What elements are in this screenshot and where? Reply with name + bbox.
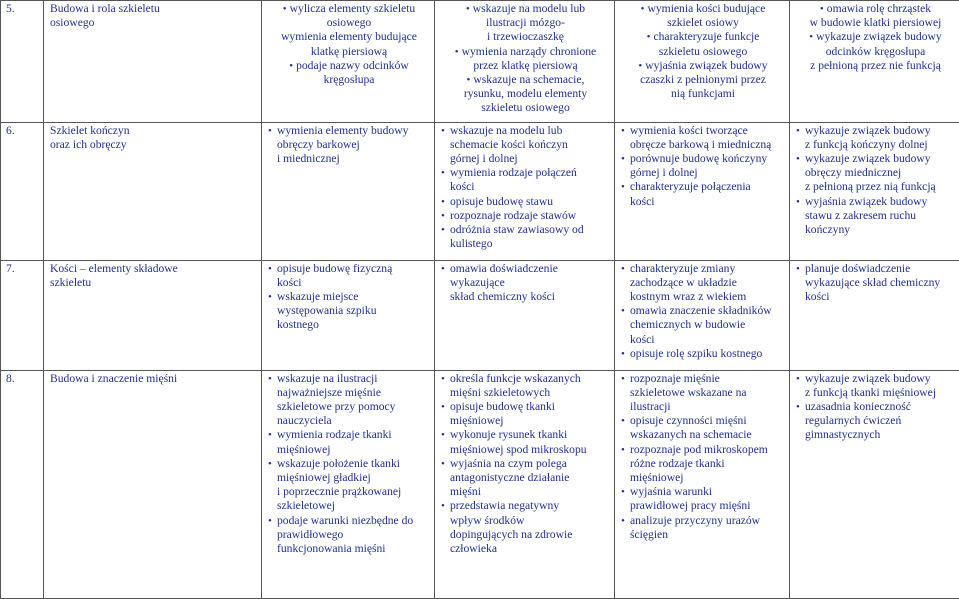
requirement-item: • omawia doświadczenie — [441, 262, 610, 276]
requirement-item-continuation: kości — [268, 276, 430, 290]
requirement-list — [268, 372, 430, 557]
requirement-cell-level-1 — [262, 260, 435, 370]
requirement-item-continuation: mięśniowej gładkiej — [268, 471, 430, 485]
requirement-item-continuation: z pełnioną przez nią funkcją — [796, 180, 955, 194]
requirement-item: • wyjaśnia związek budowy — [621, 59, 785, 73]
requirement-item: • wskazuje na ilustracji — [268, 372, 430, 386]
requirement-item: • opisuje budowę fizyczną — [268, 262, 430, 276]
requirement-cell-level-4 — [790, 260, 959, 370]
requirement-item: • wyjaśnia warunki — [621, 485, 785, 499]
requirement-list — [796, 372, 955, 443]
requirement-item-continuation: wpływ środków — [441, 514, 610, 528]
topic-line: szkieletu — [50, 276, 257, 290]
requirement-item-continuation: nauczyciela — [268, 414, 430, 428]
requirement-item-continuation: mięśniowej — [268, 443, 430, 457]
requirement-item-continuation: prawidłowego — [268, 528, 430, 542]
lesson-number: 6. — [1, 122, 44, 260]
requirement-item: • opisuje budowę tkanki — [441, 400, 610, 414]
requirement-item: • omawia rolę chrząstek — [796, 2, 955, 16]
requirement-item: • rozpoznaje rodzaje stawów — [441, 209, 610, 223]
requirement-item-continuation: górnej i dolnej — [441, 152, 610, 166]
requirement-item-continuation: kulistego — [441, 237, 610, 251]
lesson-number: 5. — [1, 1, 44, 123]
topic-line: Budowa i znaczenie mięśni — [50, 372, 257, 386]
requirement-item: • charakteryzuje zmiany — [621, 262, 785, 276]
requirement-item-continuation: szkieletu osiowego — [621, 45, 785, 59]
lesson-topic — [44, 1, 262, 123]
table-row — [1, 370, 959, 598]
requirement-item-continuation: obręczy barkowej — [268, 138, 430, 152]
requirement-item-continuation: osiowego — [268, 16, 430, 30]
requirement-list — [621, 2, 785, 101]
requirement-item-continuation: szkieletowe wskazane na — [621, 386, 785, 400]
requirement-cell-level-4 — [790, 1, 959, 123]
requirement-item-continuation: ilustracji mózgo- — [441, 16, 610, 30]
requirement-item: • wskazuje położenie tkanki — [268, 457, 430, 471]
requirement-item-continuation: chemicznych w budowie — [621, 318, 785, 332]
requirement-cell-level-4 — [790, 122, 959, 260]
requirement-item-continuation: najważniejsze mięśnie — [268, 386, 430, 400]
requirement-item-continuation: funkcjonowania mięśni — [268, 542, 430, 556]
requirement-item-continuation: nią funkcjami — [621, 87, 785, 101]
topic-line: Budowa i rola szkieletu — [50, 2, 257, 16]
requirement-list — [441, 372, 610, 557]
lesson-topic — [44, 370, 262, 598]
requirement-item-continuation: stawu z zakresem ruchu — [796, 209, 955, 223]
requirement-cell-level-2 — [435, 260, 615, 370]
requirement-item-continuation: mięśniowej — [441, 414, 610, 428]
requirement-cell-level-1 — [262, 122, 435, 260]
requirement-item-continuation: dopingujących na zdrowie — [441, 528, 610, 542]
requirement-item: • charakteryzuje połączenia — [621, 180, 785, 194]
requirement-cell-level-3 — [615, 260, 790, 370]
requirement-item-continuation: różne rodzaje tkanki — [621, 457, 785, 471]
requirement-item-continuation: kręgosłupa — [268, 73, 430, 87]
requirement-item: • rozpoznaje mięśnie — [621, 372, 785, 386]
requirement-item-continuation: rysunku, modelu elementy — [441, 87, 610, 101]
requirement-item: • wykazuje związek budowy — [796, 30, 955, 44]
lesson-topic — [44, 122, 262, 260]
requirement-item-continuation: w budowie klatki piersiowej — [796, 16, 955, 30]
requirement-item: • wykonuje rysunek tkanki — [441, 428, 610, 442]
requirement-cell-level-2 — [435, 370, 615, 598]
requirement-item: • odróżnia staw zawiasowy od — [441, 223, 610, 237]
requirement-item-continuation: mięśniowej — [621, 471, 785, 485]
requirement-item: • wykazuje związek budowy — [796, 152, 955, 166]
requirement-item-continuation: i poprzecznie prążkowanej — [268, 485, 430, 499]
requirement-item: • opisuje czynności mięśni — [621, 414, 785, 428]
requirement-item: • wymienia narządy chronione — [441, 45, 610, 59]
requirement-item-continuation: z pełnioną przez nie funkcją — [796, 59, 955, 73]
requirement-list — [441, 2, 610, 116]
requirement-cell-level-4 — [790, 370, 959, 598]
requirement-cell-level-3 — [615, 370, 790, 598]
requirement-cell-level-2 — [435, 1, 615, 123]
requirement-list — [796, 2, 955, 73]
requirement-item-continuation: mięśni — [441, 485, 610, 499]
requirement-item-continuation: kości — [621, 333, 785, 347]
requirement-item-continuation: wykazujące — [441, 276, 610, 290]
requirement-item: • wykazuje związek budowy — [796, 124, 955, 138]
requirement-item-continuation: regularnych ćwiczeń — [796, 414, 955, 428]
requirement-item: • wskazuje na schemacie, — [441, 73, 610, 87]
topic-line: osiowego — [50, 16, 257, 30]
requirement-cell-level-1 — [262, 370, 435, 598]
requirement-list — [621, 124, 785, 209]
requirement-item-continuation: skład chemiczny kości — [441, 290, 610, 304]
requirement-item-continuation: kończyny — [796, 223, 955, 237]
requirement-item-continuation: wymienia elementy budujące — [268, 30, 430, 44]
requirement-item-continuation: wykazujące skład chemiczny — [796, 276, 955, 290]
requirement-item-continuation: prawidłowej pracy mięśni — [621, 499, 785, 513]
requirement-item: • wykazuje związek budowy — [796, 372, 955, 386]
lesson-number: 8. — [1, 370, 44, 598]
table-row — [1, 1, 959, 123]
requirement-item: • wymienia kości tworzące — [621, 124, 785, 138]
requirement-list — [268, 124, 430, 167]
requirement-list — [796, 124, 955, 238]
requirement-item-continuation: kostnego — [268, 318, 430, 332]
requirement-item: • wskazuje miejsce — [268, 290, 430, 304]
requirement-item: • wylicza elementy szkieletu — [268, 2, 430, 16]
requirement-item-continuation: szkieletowej — [268, 499, 430, 513]
topic-line: Szkielet kończyn — [50, 124, 257, 138]
requirement-item-continuation: odcinków kręgosłupa — [796, 45, 955, 59]
requirement-item-continuation: i miednicznej — [268, 152, 430, 166]
requirement-item: • porównuje budowę kończyny — [621, 152, 785, 166]
requirement-item-continuation: kości — [796, 290, 955, 304]
requirement-item-continuation: szkieletu osiowego — [441, 101, 610, 115]
requirement-item-continuation: kości — [621, 195, 785, 209]
requirement-item-continuation: z funkcją tkanki mięśniowej — [796, 386, 955, 400]
requirement-item-continuation: górnej i dolnej — [621, 166, 785, 180]
requirement-item: • rozpoznaje pod mikroskopem — [621, 443, 785, 457]
requirement-cell-level-3 — [615, 122, 790, 260]
requirement-item: • wyjaśnia związek budowy — [796, 195, 955, 209]
requirement-list — [268, 2, 430, 87]
requirement-item-continuation: szkieletowe przy pomocy — [268, 400, 430, 414]
requirement-list — [621, 262, 785, 361]
requirement-item: • wymienia rodzaje połączeń — [441, 166, 610, 180]
table-row — [1, 260, 959, 370]
requirement-item: • podaje warunki niezbędne do — [268, 514, 430, 528]
requirement-item: • wskazuje na modelu lub — [441, 2, 610, 16]
requirement-item-continuation: kości — [441, 180, 610, 194]
requirement-item-continuation: występowania szpiku — [268, 304, 430, 318]
requirement-list — [441, 124, 610, 252]
requirement-item-continuation: gimnastycznych — [796, 428, 955, 442]
requirement-item-continuation: ilustracji — [621, 400, 785, 414]
requirement-item: • wyjaśnia na czym polega — [441, 457, 610, 471]
requirement-list — [268, 262, 430, 333]
requirement-item-continuation: i trzewioczaszkę — [441, 30, 610, 44]
requirement-item-continuation: obręczy miednicznej — [796, 166, 955, 180]
requirement-item: • wskazuje na modelu lub — [441, 124, 610, 138]
requirement-item: • opisuje rolę szpiku kostnego — [621, 347, 785, 361]
requirement-item-continuation: schemacie kości kończyn — [441, 138, 610, 152]
topic-line: oraz ich obręczy — [50, 138, 257, 152]
requirement-item-continuation: przez klatkę piersiową — [441, 59, 610, 73]
requirement-item-continuation: czaszki z pełnionymi przez — [621, 73, 785, 87]
requirement-item-continuation: szkielet osiowy — [621, 16, 785, 30]
requirement-item: • planuje doświadczenie — [796, 262, 955, 276]
topic-line: Kości – elementy składowe — [50, 262, 257, 276]
requirement-item: • podaje nazwy odcinków — [268, 59, 430, 73]
requirement-item: • opisuje budowę stawu — [441, 195, 610, 209]
requirement-item-continuation: obręcze barkową i miedniczną — [621, 138, 785, 152]
lesson-number: 7. — [1, 260, 44, 370]
requirement-item-continuation: kostnym wraz z wiekiem — [621, 290, 785, 304]
requirement-item-continuation: antagonistyczne działanie — [441, 471, 610, 485]
requirement-item: • wymienia elementy budowy — [268, 124, 430, 138]
requirement-item: • wymienia kości budujące — [621, 2, 785, 16]
lesson-topic — [44, 260, 262, 370]
requirement-item-continuation: człowieka — [441, 542, 610, 556]
requirement-item-continuation: ścięgien — [621, 528, 785, 542]
requirement-item: • analizuje przyczyny urazów — [621, 514, 785, 528]
requirement-list — [621, 372, 785, 542]
requirement-item-continuation: mięśniowej spod mikroskopu — [441, 443, 610, 457]
requirement-item-continuation: klatkę piersiową — [268, 45, 430, 59]
requirement-cell-level-3 — [615, 1, 790, 123]
requirement-item-continuation: zachodzące w układzie — [621, 276, 785, 290]
requirement-item-continuation: mięśni szkieletowych — [441, 386, 610, 400]
requirement-cell-level-2 — [435, 122, 615, 260]
requirement-item-continuation: wskazanych na schemacie — [621, 428, 785, 442]
table-row — [1, 122, 959, 260]
requirement-item-continuation: z funkcją kończyny dolnej — [796, 138, 955, 152]
requirement-list — [796, 262, 955, 305]
requirement-item: • przedstawia negatywny — [441, 499, 610, 513]
requirement-item: • omawia znaczenie składników — [621, 304, 785, 318]
requirement-item: • określa funkcje wskazanych — [441, 372, 610, 386]
requirement-item: • uzasadnia konieczność — [796, 400, 955, 414]
requirement-item: • charakteryzuje funkcje — [621, 30, 785, 44]
requirement-cell-level-1 — [262, 1, 435, 123]
requirement-item: • wymienia rodzaje tkanki — [268, 428, 430, 442]
requirement-list — [441, 262, 610, 305]
